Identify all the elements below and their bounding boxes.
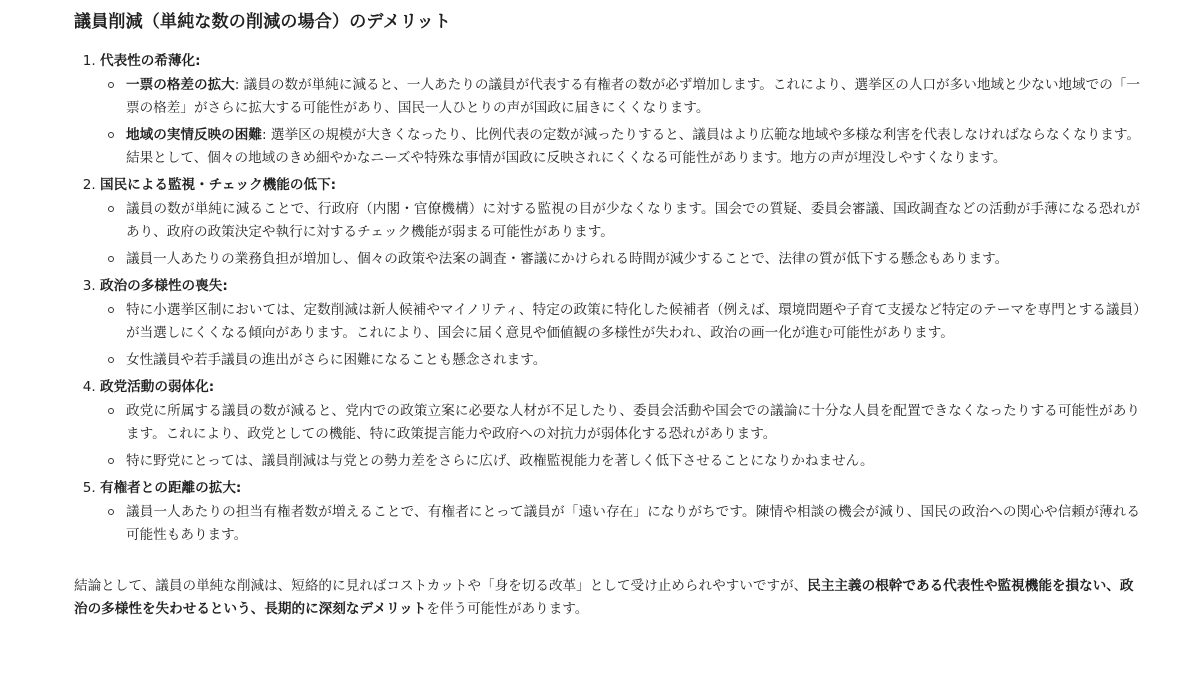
point-text: : 議員の数が単純に減ると、一人あたりの議員が代表する有権者の数が必ず増加します。これにより、選挙区の人口が多い地域と少ない地域での「一票の格差」がさらに拡大する可能性があり、国民一人ひとりの声が国政に届きにくくなります。 bbox=[126, 77, 1140, 116]
point-text: 特に野党にとっては、議員削減は与党との勢力差をさらに広げ、政権監視能力を著しく低下させることになりかねません。 bbox=[126, 453, 874, 469]
hollow-bullet-icon bbox=[108, 256, 114, 262]
hollow-bullet-icon bbox=[108, 132, 114, 138]
list-item bbox=[126, 450, 1140, 473]
point-list bbox=[100, 299, 1140, 372]
list-item bbox=[126, 248, 1140, 271]
conclusion-lead: 結論として、議員の単純な削減は、短絡的に見ればコストカットや「身を切る改革」として受け止められやすいですが、 bbox=[74, 578, 808, 594]
section-title: 代表性の希薄化: bbox=[100, 53, 201, 69]
point-list bbox=[100, 400, 1140, 473]
hollow-bullet-icon bbox=[108, 509, 114, 515]
hollow-bullet-icon bbox=[108, 408, 114, 414]
hollow-bullet-icon bbox=[108, 206, 114, 212]
point-heading: 地域の実情反映の困難 bbox=[126, 127, 262, 143]
section-title: 有権者との距離の拡大: bbox=[100, 480, 242, 496]
point-list bbox=[100, 198, 1140, 271]
point-heading: 一票の格差の拡大 bbox=[126, 77, 235, 93]
hollow-bullet-icon bbox=[108, 307, 114, 313]
section-title: 国民による監視・チェック機能の低下: bbox=[100, 177, 337, 193]
point-text: 議員の数が単純に減ることで、行政府（内閣・官僚機構）に対する監視の目が少なくなります。国会での質疑、委員会審議、国政調査などの活動が手薄になる恐れがあり、政府の政策決定や執行に対するチェック機能が弱まる可能性があります。 bbox=[126, 201, 1140, 240]
conclusion-emphasis: 民主主義の根幹である代表性や監視機能を損ない、政治の多様性を失わせるという、長期的に深刻なデメリット bbox=[74, 578, 1134, 617]
point-text: 特に小選挙区制においては、定数削減は新人候補やマイノリティ、特定の政策に特化した候補者（例えば、環境問題や子育て支援など特定のテーマを専門とする議員）が当選しにくくなる傾向があります。これにより、国会に届く意見や価値観の多様性が失われ、政治の画一化が進む可能性があります。 bbox=[126, 302, 1140, 341]
conclusion-tail: を伴う可能性があります。 bbox=[426, 601, 589, 617]
hollow-bullet-icon bbox=[108, 82, 114, 88]
section-title: 政治の多様性の喪失: bbox=[100, 278, 228, 294]
list-item bbox=[126, 400, 1140, 446]
list-item bbox=[126, 501, 1140, 547]
point-list bbox=[100, 74, 1140, 170]
section-item bbox=[100, 50, 1140, 170]
list-item bbox=[126, 299, 1140, 345]
point-text: : 選挙区の規模が大きくなったり、比例代表の定数が減ったりすると、議員はより広範な地域や多様な利害を代表しなければならなくなります。結果として、個々の地域のきめ細やかなニーズや特殊な事情が国政に反映されにくくなる可能性があります。地方の声が埋没しやすくなります。 bbox=[126, 127, 1141, 166]
section-title: 政党活動の弱体化: bbox=[100, 379, 215, 395]
hollow-bullet-icon bbox=[108, 357, 114, 363]
list-item bbox=[126, 124, 1140, 170]
point-list bbox=[100, 501, 1140, 547]
list-item bbox=[126, 198, 1140, 244]
point-text: 議員一人あたりの業務負担が増加し、個々の政策や法案の調査・審議にかけられる時間が減少することで、法律の質が低下する懸念もあります。 bbox=[126, 251, 1009, 267]
list-item bbox=[126, 349, 1140, 372]
hollow-bullet-icon bbox=[108, 458, 114, 464]
point-text: 議員一人あたりの担当有権者数が増えることで、有権者にとって議員が「遠い存在」になりがちです。陳情や相談の機会が減り、国民の政治への関心や信頼が薄れる可能性もあります。 bbox=[126, 504, 1140, 543]
conclusion-paragraph bbox=[74, 575, 1140, 621]
section-item bbox=[100, 477, 1140, 547]
section-list bbox=[74, 50, 1140, 547]
list-item bbox=[126, 74, 1140, 120]
section-item bbox=[100, 376, 1140, 473]
point-text: 女性議員や若手議員の進出がさらに困難になることも懸念されます。 bbox=[126, 352, 547, 368]
section-item bbox=[100, 275, 1140, 372]
point-text: 政党に所属する議員の数が減ると、党内での政策立案に必要な人材が不足したり、委員会活動や国会での議論に十分な人員を配置できなくなったりする可能性があります。これにより、政党としての機能、特に政策提言能力や政府への対抗力が弱体化する恐れがあります。 bbox=[126, 403, 1140, 442]
section-item bbox=[100, 174, 1140, 271]
page-title: 議員削減（単純な数の削減の場合）のデメリット bbox=[74, 12, 452, 32]
